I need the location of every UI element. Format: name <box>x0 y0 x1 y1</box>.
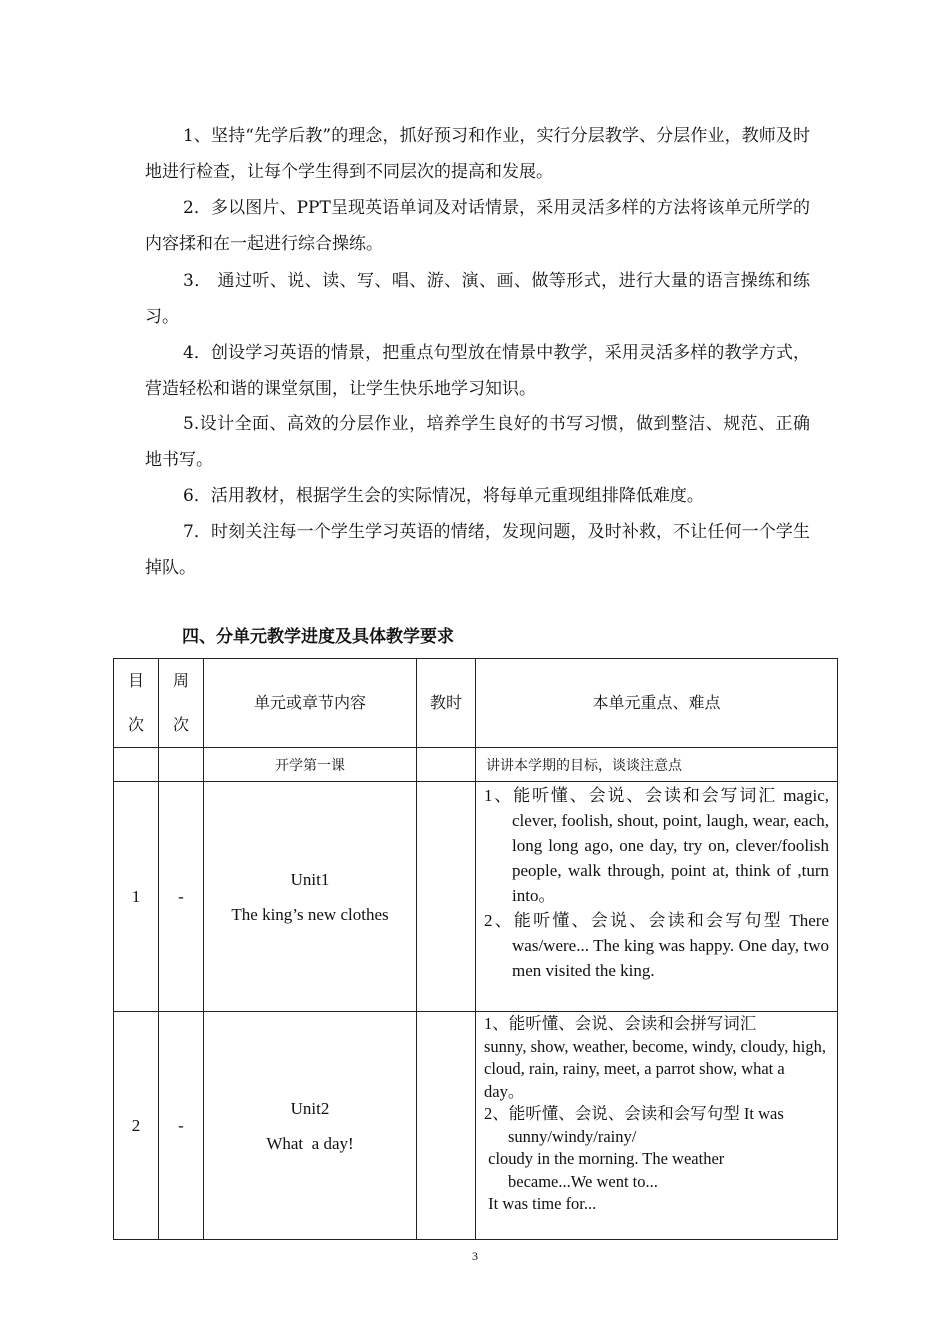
paragraph-7: 7．时刻关注每一个学生学习英语的情绪，发现问题，及时补救，不让任何一个学生掉队。 <box>145 522 810 578</box>
focus-sentences-line: cloudy in the morning. The weather <box>484 1149 725 1168</box>
table-row <box>114 782 838 1012</box>
header-focus: 本单元重点、难点 <box>476 659 838 748</box>
table-row <box>114 748 838 782</box>
paragraph-2: 2．多以图片、PPT呈现英语单词及对话情景，采用灵活多样的方法将该单元所学的内容揉和在一起进行综合操练。 <box>145 198 810 254</box>
paragraph-4: 4．创设学习英语的情景，把重点句型放在情景中教学，采用灵活多样的教学方式，营造轻松和谐的课堂氛围，让学生快乐地学习知识。 <box>145 343 810 399</box>
focus-sentences-heading: 2、能听懂、会说、会读和会写句型 It was <box>484 1104 784 1123</box>
focus-vocabulary-words: sunny, show, weather, become, windy, cloudy, high, cloud, rain, rainy, meet, a parrot show, what a day。 <box>484 1036 826 1101</box>
unit-name: Unit1 <box>290 869 330 889</box>
header-week: 周次 <box>159 659 204 748</box>
focus-sentences: 2、能听懂、会说、会读和会写句型 There was/were... The king was happy. One day, two men visited the king. <box>484 911 829 980</box>
cell-hours <box>417 1012 476 1240</box>
unit-title: The king’s new clothes <box>231 904 389 924</box>
focus-sentences-line: It was time for... <box>484 1194 597 1213</box>
cell-focus <box>476 782 838 1012</box>
cell-focus <box>476 1012 838 1240</box>
paragraph-5: 5.设计全面、高效的分层作业，培养学生良好的书写习惯，做到整洁、规范、正确地书写。 <box>145 414 810 470</box>
header-content: 单元或章节内容 <box>204 659 417 748</box>
focus-sentences-line: became...We went to... <box>508 1171 658 1191</box>
page-number: 3 <box>472 1249 478 1263</box>
cell-hours <box>417 782 476 1012</box>
cell-hours <box>417 748 476 782</box>
focus-vocabulary-heading: 1、能听懂、会说、会读和会拼写词汇 <box>484 1014 757 1033</box>
table-header-row <box>114 659 838 748</box>
section-title: 四、分单元教学进度及具体教学要求 <box>182 627 454 647</box>
cell-content <box>204 1012 417 1240</box>
paragraph-1: 1、坚持“先学后教”的理念，抓好预习和作业，实行分层教学、分层作业，教师及时地进行检查，让每个学生得到不同层次的提高和发展。 <box>145 126 810 182</box>
unit-name: Unit2 <box>290 1098 330 1118</box>
header-hours: 教时 <box>417 659 476 748</box>
focus-vocabulary: 1、能听懂、会说、会读和会写词汇 magic, clever, foolish, shout, point, laugh, wear, each, long long ago, one day, try on, clever/foolish people, walk through, point at, think of ,turn into。 <box>484 786 829 905</box>
schedule-table <box>113 658 838 1240</box>
paragraph-6: 6．活用教材，根据学生会的实际情况，将每单元重现组排降低难度。 <box>183 486 704 506</box>
cell-week: - <box>159 1012 204 1240</box>
cell-index: 2 <box>114 1012 159 1240</box>
header-index: 目次 <box>114 659 159 748</box>
unit-title: What a day! <box>266 1133 354 1153</box>
paragraph-3: 3． 通过听、说、读、写、唱、游、演、画、做等形式，进行大量的语言操练和练习。 <box>145 271 810 327</box>
cell-index: 1 <box>114 782 159 1012</box>
cell-content: 开学第一课 <box>204 748 417 782</box>
cell-focus: 讲讲本学期的目标，谈谈注意点 <box>476 748 838 782</box>
cell-content <box>204 782 417 1012</box>
focus-sentences-line: sunny/windy/rainy/ <box>508 1126 637 1146</box>
table-row <box>114 1012 838 1240</box>
cell-index <box>114 748 159 782</box>
cell-week <box>159 748 204 782</box>
cell-week: - <box>159 782 204 1012</box>
